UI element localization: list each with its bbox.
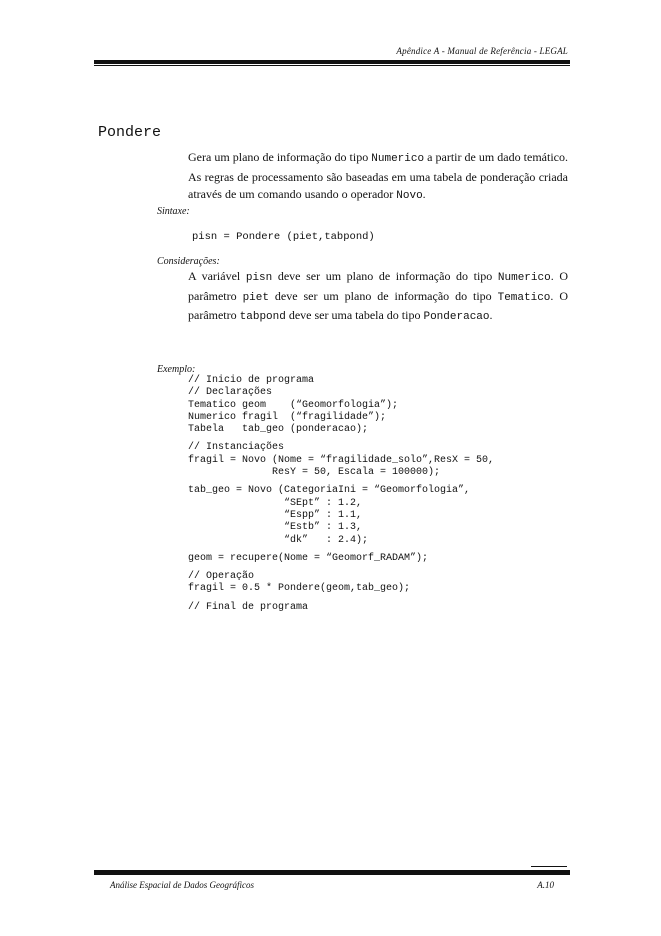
code-line: // Operação bbox=[188, 571, 255, 583]
command.description-text-run: Gera um plano de informação do tipo bbox=[188, 150, 372, 164]
code-line: “Espp” : 1.1, bbox=[188, 509, 363, 521]
header-rule bbox=[94, 60, 570, 64]
running-header: Apêndice A - Manual de Referência - LEGAL bbox=[396, 46, 568, 56]
command-title: Pondere bbox=[98, 124, 162, 141]
syntax-line: pisn = Pondere (piet,tabpond) bbox=[192, 231, 375, 243]
considerations.text-code-term: Tematico bbox=[497, 291, 551, 304]
considerations.text-text-run: deve ser um plano de informação do tipo bbox=[272, 269, 498, 283]
code-line: // Declarações bbox=[188, 387, 273, 399]
code-line: geom = recupere(Nome = “Geomorf_RADAM”); bbox=[188, 552, 429, 564]
considerations.text-text-run: deve ser uma tabela do tipo bbox=[285, 308, 424, 322]
code-line: fragil = 0.5 * Pondere(geom,tab_geo); bbox=[188, 583, 411, 595]
command.description-text-run: . bbox=[422, 187, 426, 201]
code-line: // Inicio de programa bbox=[188, 375, 315, 386]
footer-rule-tick bbox=[531, 866, 567, 867]
syntax-label: Sintaxe: bbox=[157, 206, 190, 217]
code-line: “SEpt” : 1.2, bbox=[188, 497, 363, 509]
code-line: // Final de programa bbox=[188, 601, 309, 613]
code-line: Numerico fragil (“fragilidade”); bbox=[188, 411, 387, 423]
command.description-text-run: a partir de um dado temático. As regras de processamento são baseadas em uma tabela de ponderação criada através de um comando usando o operador bbox=[188, 150, 568, 201]
page-number: A.10 bbox=[537, 880, 554, 890]
code-line: Tematico geom (“Geomorfologia”); bbox=[188, 399, 399, 411]
code-line: “Estb” : 1.3, bbox=[188, 522, 363, 534]
considerations-text bbox=[188, 268, 568, 327]
example-label: Exemplo: bbox=[157, 364, 196, 375]
considerations.text-text-run: . O parâmetro bbox=[188, 288, 568, 322]
considerations.text-text-run: . O parâmetro bbox=[188, 269, 568, 303]
footer-title: Análise Espacial de Dados Geográficos bbox=[110, 880, 254, 890]
command.description-code-term: Numerico bbox=[371, 153, 425, 165]
considerations.text-text-run: deve ser um plano de informação do tipo bbox=[268, 288, 498, 303]
considerations.text-text-run: A variável bbox=[188, 269, 246, 283]
considerations.text-code-term: tabpond bbox=[239, 311, 286, 323]
considerations.text-code-term: pisn bbox=[245, 272, 273, 284]
code-line: ResY = 50, Escala = 100000); bbox=[188, 467, 441, 479]
example-code bbox=[188, 375, 494, 614]
code-line: Tabela tab_geo (ponderacao); bbox=[188, 424, 369, 436]
considerations.text-code-term: Numerico bbox=[497, 272, 551, 284]
code-line: // Instanciações bbox=[188, 442, 285, 454]
considerations.text-code-term: Ponderacao bbox=[423, 311, 490, 323]
header-rule-thin bbox=[94, 65, 570, 66]
command.description-code-term: Novo bbox=[396, 190, 423, 202]
command-description bbox=[188, 149, 568, 206]
footer-rule bbox=[94, 870, 570, 875]
code-line: fragil = Novo (Nome = “fragilidade_solo”,ResX = 50, bbox=[188, 454, 495, 466]
considerations.text-code-term: piet bbox=[242, 291, 269, 304]
considerations-label: Considerações: bbox=[157, 256, 220, 267]
considerations.text-text-run: . bbox=[489, 308, 493, 322]
code-line: “dk” : 2.4); bbox=[188, 534, 369, 546]
code-line: tab_geo = Novo (CategoriaIni = “Geomorfologia”, bbox=[188, 485, 471, 497]
